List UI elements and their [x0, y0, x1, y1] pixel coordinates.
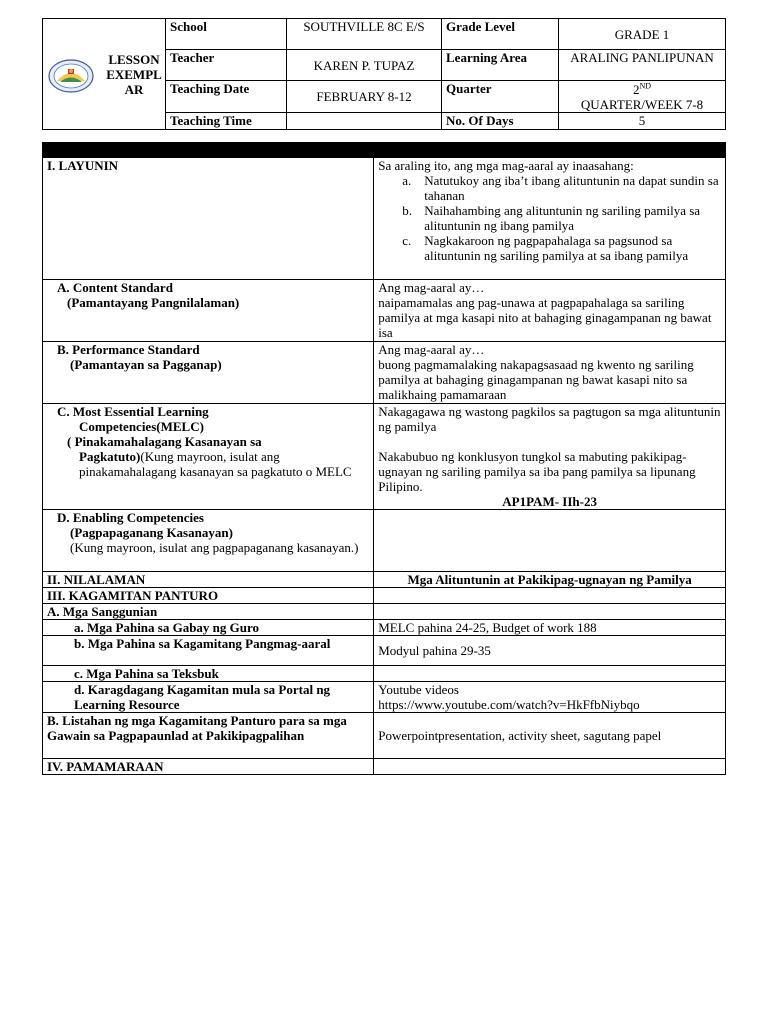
content-standard-value [374, 280, 726, 342]
table-row [43, 572, 726, 588]
pangmag-aaral-label: b. Mga Pahina sa Kagamitang Pangmag-aaral [43, 636, 374, 666]
melc-subtitle: ( Pinakamahalagang Kasanayan sa [67, 434, 262, 449]
portal-line: Youtube videos [378, 682, 459, 697]
list-item [402, 173, 721, 203]
learning-area-value: ARALING PANLIPUNAN [559, 50, 726, 81]
title-line: EXEMPL [106, 67, 162, 82]
list-marker: a. [402, 173, 412, 188]
performance-standard-title: B. Performance Standard [57, 342, 200, 357]
performance-standard-value [374, 342, 726, 404]
table-row [43, 666, 726, 682]
teaching-date-label: Teaching Date [166, 81, 287, 113]
melc-competency-2: Nakabubuo ng konklusyon tungkol sa mabuting pakikipag-ugnayan ng sariling pamilya sa iba pang pamilya sa lipunang Pilipino. [378, 449, 696, 494]
school-value: SOUTHVILLE 8C E/S [287, 19, 442, 50]
table-row [43, 404, 726, 510]
grade-level-label: Grade Level [442, 19, 559, 50]
content-standard-title: A. Content Standard [57, 280, 173, 295]
layunin-content [374, 158, 726, 280]
quarter-value [559, 81, 726, 113]
teaching-date-value: FEBRUARY 8-12 [287, 81, 442, 113]
melc-competency-1: Nakagagawa ng wastong pagkilos sa pagtugon sa mga alituntunin ng pamilya [378, 404, 721, 434]
grade-level-value: GRADE 1 [559, 19, 726, 50]
table-row [43, 158, 726, 280]
content-standard-line: Ang mag-aaral ay… [378, 280, 485, 295]
title-line: LESSON [108, 52, 160, 67]
nilalaman-value: Mga Alituntunin at Pakikipag-ugnayan ng Pamilya [374, 572, 726, 588]
performance-standard-subtitle: (Pamantayan sa Pagganap) [70, 357, 222, 372]
enabling-note: (Kung mayroon, isulat ang pagpapaganang kasanayan.) [70, 540, 359, 555]
table-row [43, 342, 726, 404]
table-row [43, 713, 726, 759]
layunin-label: I. LAYUNIN [43, 158, 374, 280]
kagamitan-value [374, 588, 726, 604]
sanggunian-label: A. Mga Sanggunian [43, 604, 374, 620]
melc-subtitle-2: Pagkatuto) [79, 449, 141, 464]
objective-text: Nagkakaroon ng pagpapahalaga sa pagsunod sa alituntunin ng sariling pamilya at sa ibang pamilya [424, 233, 689, 263]
portal-value [374, 682, 726, 713]
list-marker: b. [402, 203, 412, 218]
list-marker: c. [402, 233, 412, 248]
pamamaraan-label: IV. PAMAMARAAN [43, 759, 374, 775]
pamamaraan-value [374, 759, 726, 775]
layunin-intro: Sa araling ito, ang mga mag-aaral ay inaasahang: [378, 158, 634, 173]
melc-title: C. Most Essential Learning [57, 404, 209, 419]
learning-area-label: Learning Area [442, 50, 559, 81]
table-row [43, 280, 726, 342]
quarter-number: 2 [632, 82, 640, 97]
quarter-superscript: ND [639, 81, 652, 91]
header-table [42, 18, 726, 130]
days-value: 5 [559, 113, 726, 130]
content-standard-text: naipamamalas ang pag-unawa at pagpapahalaga sa sariling pamilya at mga kasapi nito at bahaging ginagampanan ng bawat isa [378, 295, 712, 340]
kagamitan-label: III. KAGAMITAN PANTURO [43, 588, 374, 604]
youtube-link[interactable]: https://www.youtube.com/watch?v=HkFfbNiybqo [378, 697, 640, 712]
teksbuk-value [374, 666, 726, 682]
teaching-time-label: Teaching Time [166, 113, 287, 130]
melc-note: (Kung mayroon, isulat ang pinakamahalagang kasanayan sa pagkatuto o MELC [79, 449, 352, 479]
teaching-time-value [287, 113, 442, 130]
melc-code: AP1PAM- IIh-23 [502, 494, 597, 509]
objectives-list [378, 173, 721, 263]
content-standard-label [43, 280, 374, 342]
performance-standard-line: Ang mag-aaral ay… [378, 342, 485, 357]
table-row [43, 510, 726, 572]
gabay-label: a. Mga Pahina sa Gabay ng Guro [43, 620, 374, 636]
quarter-label: Quarter [442, 81, 559, 113]
table-row [43, 588, 726, 604]
performance-standard-label [43, 342, 374, 404]
sanggunian-value [374, 604, 726, 620]
content-standard-subtitle: (Pamantayang Pangnilalaman) [67, 295, 240, 310]
gabay-value: MELC pahina 24-25, Budget of work 188 [374, 620, 726, 636]
quarter-week: QUARTER/WEEK 7-8 [580, 97, 704, 112]
objective-text: Naihahambing ang alituntunin ng sariling pamilya sa alituntunin ng ibang pamilya [424, 203, 701, 233]
list-item [402, 233, 721, 263]
table-row [43, 636, 726, 666]
teksbuk-label: c. Mga Pahina sa Teksbuk [43, 666, 374, 682]
teacher-label: Teacher [166, 50, 287, 81]
table-row [43, 604, 726, 620]
enabling-value [374, 510, 726, 572]
logo-title-cell [43, 19, 166, 130]
school-label: School [166, 19, 287, 50]
portal-label: d. Karagdagang Kagamitan mula sa Portal ng Learning Resource [43, 682, 374, 713]
table-row [43, 620, 726, 636]
melc-label [43, 404, 374, 510]
objective-text: Natutukoy ang iba’t ibang alituntunin na dapat sundin sa tahanan [424, 173, 719, 203]
pangmag-aaral-value: Modyul pahina 29-35 [374, 636, 726, 666]
days-label: No. Of Days [442, 113, 559, 130]
enabling-label [43, 510, 374, 572]
table-row [43, 682, 726, 713]
table-row [43, 759, 726, 775]
melc-value [374, 404, 726, 510]
title-line: AR [124, 82, 144, 97]
nilalaman-label: II. NILALAMAN [43, 572, 374, 588]
list-item [402, 203, 721, 233]
deped-seal-icon [48, 59, 94, 93]
listahan-value: Powerpointpresentation, activity sheet, sagutang papel [374, 713, 726, 759]
listahan-label: B. Listahan ng mga Kagamitang Panturo para sa mga Gawain sa Pagpapaunlad at Pakikipagpalihan [43, 713, 374, 759]
table-header-bar [43, 143, 726, 158]
enabling-title: D. Enabling Competencies [57, 510, 204, 525]
lesson-table [42, 142, 726, 775]
melc-title-2: Competencies(MELC) [79, 419, 204, 434]
lesson-exemplar-title [99, 52, 169, 97]
performance-standard-text: buong pagmamalaking nakapagsasaad ng kwento ng sariling pamilya at bahaging ginagampanan ng bawat kasapi nito sa malikhaing pamamaraan [378, 357, 694, 402]
enabling-subtitle: (Pagpapaganang Kasanayan) [70, 525, 233, 540]
teacher-value: KAREN P. TUPAZ [287, 50, 442, 81]
